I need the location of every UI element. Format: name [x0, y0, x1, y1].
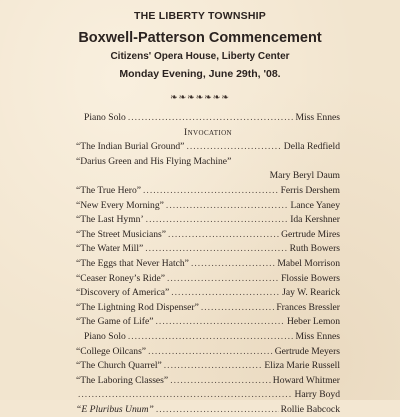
leader-dots — [156, 315, 285, 330]
commencement-title: Boxwell-Patterson Commencement — [78, 30, 322, 46]
program-item-title: “The Laboring Classes” — [76, 374, 169, 386]
program-item-performer: Ida Kershner — [290, 214, 340, 226]
leader-dots — [170, 374, 271, 389]
program-item-performer: Eliza Marie Russell — [264, 360, 340, 372]
program-item — [76, 199, 340, 214]
program-item-title: “The Water Mill” — [76, 243, 144, 255]
program-item-title: “Ceaser Roney’s Ride” — [76, 272, 165, 284]
program-item — [76, 388, 340, 403]
leader-dots — [78, 388, 292, 403]
program-item — [76, 403, 340, 417]
program-item-performer: Miss Ennes — [295, 330, 340, 342]
program-item-title: “The Church Quarrel” — [76, 360, 162, 372]
program-item-title: “The Last Hymn’ — [76, 214, 144, 226]
leader-dots — [171, 286, 280, 301]
leader-dots — [168, 228, 279, 243]
program-item-title: “The Street Musicians” — [76, 228, 167, 240]
program-item — [76, 345, 340, 360]
leader-dots — [164, 359, 263, 374]
leader-dots — [191, 257, 275, 272]
program-item-title: “The Lightning Rod Dispenser” — [76, 301, 199, 313]
program-item — [76, 374, 340, 389]
program-item-title: “The Indian Burial Ground” — [76, 141, 185, 153]
program-item-title: “The True Hero” — [76, 184, 142, 196]
program-item-performer: Della Redfield — [283, 141, 340, 153]
program-item — [76, 184, 340, 199]
program-item-performer: Gertrude Mires — [281, 228, 340, 240]
program-item-title: “The Eggs that Never Hatch” — [76, 257, 189, 269]
program-item-title: “The Game of Life” — [76, 316, 154, 328]
program-item-performer: Mary Beryl Daum — [269, 170, 340, 182]
program-item-performer: Rollie Babcock — [280, 403, 340, 415]
program-item — [76, 242, 340, 257]
program-item-title: “E Pluribus Unum” — [76, 403, 154, 415]
program-item-title: Invocation — [183, 126, 233, 138]
program-item — [76, 359, 340, 374]
program-item-title: “Darius Green and His Flying Machine” — [76, 155, 232, 167]
leader-dots — [186, 140, 281, 155]
program-item — [76, 228, 340, 243]
program-item-performer: Flossie Bowers — [281, 272, 340, 284]
leader-dots — [201, 301, 275, 316]
ornament-divider: ❧❧❧❧❧❧❧ — [170, 93, 230, 103]
leader-dots — [128, 111, 294, 126]
program-item-title: Piano Solo — [84, 330, 126, 342]
program-item — [76, 169, 340, 184]
leader-dots — [146, 213, 289, 228]
program-item — [76, 330, 340, 345]
leader-dots — [143, 184, 279, 199]
program-item-title: “College Oilcans” — [76, 345, 147, 357]
program-item — [76, 301, 340, 316]
program-item — [76, 272, 340, 287]
program-item-title: Piano Solo — [84, 112, 126, 123]
program-item-performer: Heber Lemon — [286, 316, 340, 328]
program-item — [76, 111, 340, 126]
program-item — [76, 315, 340, 330]
leader-dots — [167, 272, 279, 287]
leader-dots — [148, 345, 273, 360]
program-item-performer: Ruth Bowers — [289, 243, 340, 255]
program-list — [76, 111, 340, 417]
program-item — [76, 155, 340, 170]
program-item — [76, 257, 340, 272]
program-item-performer: Miss Ennes — [295, 112, 340, 123]
leader-dots — [145, 242, 287, 257]
program-item-performer: Mabel Morrison — [277, 257, 340, 269]
program-item-title: “Discovery of America” — [76, 287, 170, 299]
program-item-performer: Jay W. Rearick — [282, 287, 340, 299]
program-item-performer: Harry Boyd — [294, 389, 340, 401]
program-item-performer: Ferris Dershem — [280, 184, 340, 196]
program-item-performer: Gertrude Meyers — [274, 345, 340, 357]
leader-dots — [156, 403, 279, 417]
program-header — [0, 6, 400, 80]
township-title: THE LIBERTY TOWNSHIP — [134, 10, 266, 22]
program-item-performer: Howard Whitmer — [272, 374, 340, 386]
leader-dots — [128, 330, 294, 345]
program-item-performer: Frances Bressler — [276, 301, 340, 313]
program-item-title: “New Every Morning” — [76, 199, 164, 211]
date-line: Monday Evening, June 29th, '08. — [119, 68, 281, 80]
program-item — [76, 213, 340, 228]
program-item — [76, 140, 340, 155]
leader-dots — [166, 199, 289, 214]
program-item — [76, 286, 340, 301]
venue-line: Citizens' Opera House, Liberty Center — [110, 51, 290, 62]
program-item-performer: Lance Yaney — [290, 199, 340, 211]
program-item — [76, 126, 340, 141]
